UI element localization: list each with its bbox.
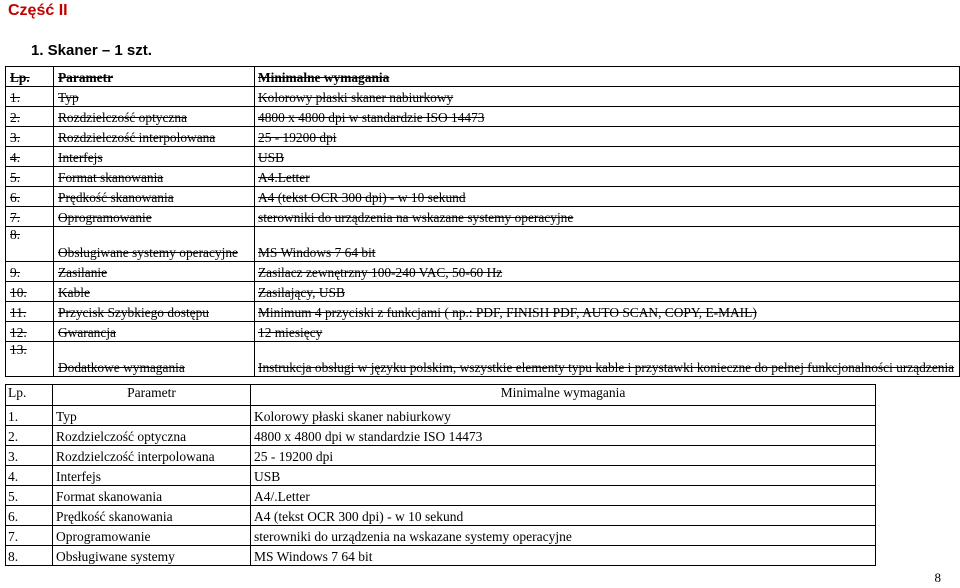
table-row xyxy=(6,262,960,282)
cell-lp: 1. xyxy=(6,406,53,426)
cell-lp: 6. xyxy=(6,187,54,207)
cell-param: Prędkość skanowania xyxy=(53,506,251,526)
cell-req: 25 - 19200 dpi xyxy=(251,446,876,466)
table-row xyxy=(6,187,960,207)
cell-req: sterowniki do urządzenia na wskazane systemy operacyjne xyxy=(255,207,960,227)
cell-param: Gwarancja xyxy=(54,322,255,342)
cell-param: Rozdzielczość interpolowana xyxy=(54,127,255,147)
cell-req: MS Windows 7 64 bit xyxy=(255,227,960,262)
table-row xyxy=(6,127,960,147)
cell-lp: 7. xyxy=(6,207,54,227)
table-header-row xyxy=(6,67,960,87)
cell-req: Minimum 4 przyciski z funkcjami ( np.: PDF, FINISH PDF, AUTO SCAN, COPY, E-MAIL) xyxy=(255,302,960,322)
cell-lp: 2. xyxy=(6,107,54,127)
cell-param: Prędkość skanowania xyxy=(54,187,255,207)
cell-param: Oprogramowanie xyxy=(53,526,251,546)
cell-param: Rozdzielczość interpolowana xyxy=(53,446,251,466)
cell-req: Instrukcja obsługi w języku polskim, wszystkie elementy typu kable i przystawki konieczne do pełnej funkcjonalności urządzenia xyxy=(255,342,960,377)
cell-lp: 7. xyxy=(6,526,53,546)
cell-lp: 5. xyxy=(6,167,54,187)
cell-req: A4 (tekst OCR 300 dpi) - w 10 sekund xyxy=(255,187,960,207)
header-param: Parametr xyxy=(53,385,251,406)
cell-req: MS Windows 7 64 bit xyxy=(251,546,876,566)
cell-req: 12 miesięcy xyxy=(255,322,960,342)
cell-param: Typ xyxy=(54,87,255,107)
header-req: Minimalne wymagania xyxy=(251,385,876,406)
cell-param: Dodatkowe wymagania xyxy=(54,342,255,377)
cell-lp: 8. xyxy=(6,546,53,566)
table-row xyxy=(6,87,960,107)
cell-lp: 1. xyxy=(6,87,54,107)
cell-req: A4/.Letter xyxy=(251,486,876,506)
cell-param: Interfejs xyxy=(53,466,251,486)
cell-lp: 12. xyxy=(6,322,54,342)
cell-lp: 3. xyxy=(6,127,54,147)
table-row xyxy=(6,167,960,187)
cell-param: Kable xyxy=(54,282,255,302)
table-row xyxy=(6,486,876,506)
table-row xyxy=(6,546,876,566)
table-row xyxy=(6,342,960,377)
cell-param: Obsługiwane systemy operacyjne xyxy=(54,227,255,262)
cell-req: USB xyxy=(255,147,960,167)
cell-lp: 9. xyxy=(6,262,54,282)
cell-lp: 4. xyxy=(6,466,53,486)
cell-lp: 3. xyxy=(6,446,53,466)
cell-lp: 11. xyxy=(6,302,54,322)
requirements-table xyxy=(5,384,876,566)
table-row xyxy=(6,466,876,486)
table-row xyxy=(6,526,876,546)
cell-param: Typ xyxy=(53,406,251,426)
cell-req: 4800 x 4800 dpi w standardzie ISO 14473 xyxy=(251,426,876,446)
header-lp: Lp. xyxy=(6,385,53,406)
table-row xyxy=(6,506,876,526)
cell-lp: 8. xyxy=(6,227,54,262)
cell-req: Zasilający, USB xyxy=(255,282,960,302)
table-row xyxy=(6,207,960,227)
table-row xyxy=(6,282,960,302)
cell-req: 25 - 19200 dpi xyxy=(255,127,960,147)
cell-req: Zasilacz zewnętrzny 100-240 VAC, 50-60 Hz xyxy=(255,262,960,282)
cell-param: Rozdzielczość optyczna xyxy=(54,107,255,127)
section-title: 1. Skaner – 1 szt. xyxy=(31,42,152,59)
cell-param: Format skanowania xyxy=(54,167,255,187)
header-param: Parametr xyxy=(54,67,255,87)
header-lp: Lp. xyxy=(6,67,54,87)
cell-lp: 6. xyxy=(6,506,53,526)
cell-req: USB xyxy=(251,466,876,486)
table-row xyxy=(6,322,960,342)
cell-param: Interfejs xyxy=(54,147,255,167)
cell-req: sterowniki do urządzenia na wskazane systemy operacyjne xyxy=(251,526,876,546)
cell-lp: 4. xyxy=(6,147,54,167)
table-row xyxy=(6,406,876,426)
cell-param: Format skanowania xyxy=(53,486,251,506)
cell-param: Zasilanie xyxy=(54,262,255,282)
table-row xyxy=(6,426,876,446)
cell-req: Kolorowy płaski skaner nabiurkowy xyxy=(251,406,876,426)
cell-req: 4800 x 4800 dpi w standardzie ISO 14473 xyxy=(255,107,960,127)
cell-param: Obsługiwane systemy xyxy=(53,546,251,566)
cell-param: Oprogramowanie xyxy=(54,207,255,227)
table-row xyxy=(6,302,960,322)
cell-lp: 5. xyxy=(6,486,53,506)
cell-req: A4.Letter xyxy=(255,167,960,187)
header-req: Minimalne wymagania xyxy=(255,67,960,87)
part-title: Część II xyxy=(8,2,68,19)
table-header-row xyxy=(6,385,876,406)
cell-param: Przycisk Szybkiego dostępu xyxy=(54,302,255,322)
cell-lp: 10. xyxy=(6,282,54,302)
table-row xyxy=(6,107,960,127)
requirements-table-struck xyxy=(5,66,960,377)
table-row xyxy=(6,227,960,262)
cell-req: Kolorowy płaski skaner nabiurkowy xyxy=(255,87,960,107)
table-row xyxy=(6,446,876,466)
page-number: 8 xyxy=(934,570,941,585)
cell-req: A4 (tekst OCR 300 dpi) - w 10 sekund xyxy=(251,506,876,526)
cell-lp: 13. xyxy=(6,342,54,377)
cell-param: Rozdzielczość optyczna xyxy=(53,426,251,446)
cell-lp: 2. xyxy=(6,426,53,446)
table-row xyxy=(6,147,960,167)
